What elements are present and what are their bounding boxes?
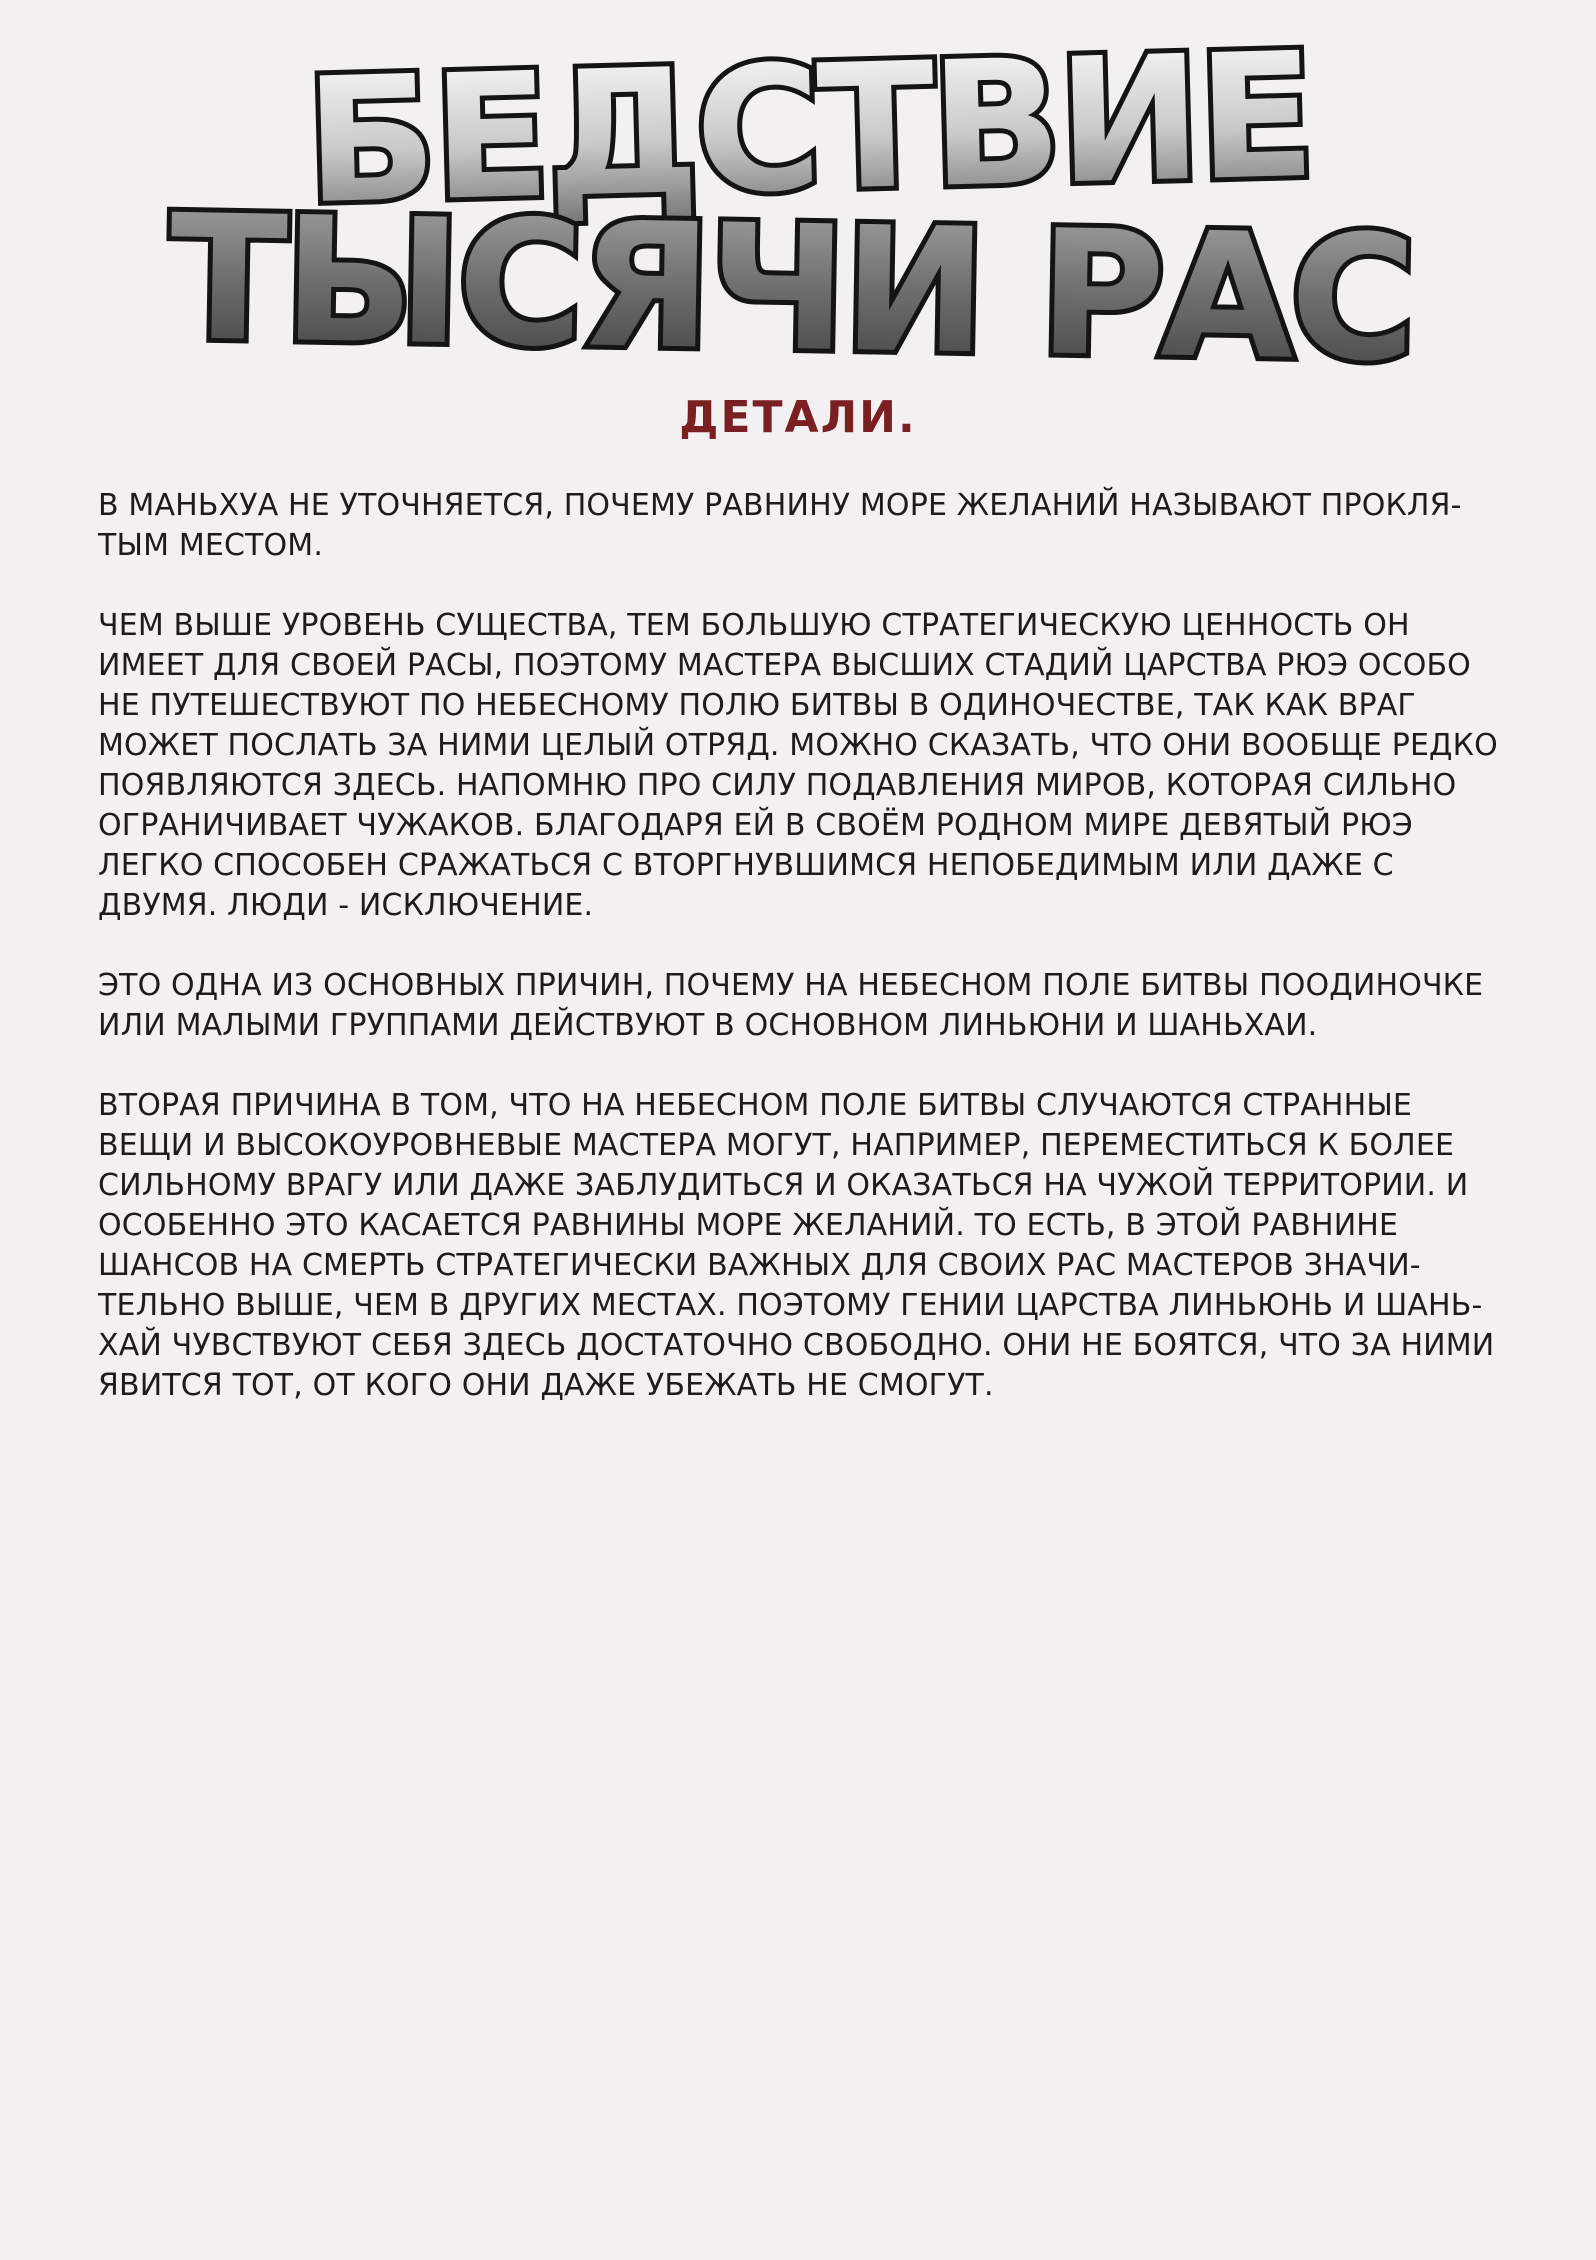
text-line: ХАЙ ЧУВСТВУЮТ СЕБЯ ЗДЕСЬ ДОСТАТОЧНО СВОБОДНО. ОНИ НЕ БОЯТСЯ, ЧТО ЗА НИМИ (98, 1328, 1495, 1363)
text-line: ВТОРАЯ ПРИЧИНА В ТОМ, ЧТО НА НЕБЕСНОМ ПОЛЕ БИТВЫ СЛУЧАЮТСЯ СТРАННЫЕ (98, 1088, 1413, 1123)
text-line: ДВУМЯ. ЛЮДИ - ИСКЛЮЧЕНИЕ. (98, 888, 594, 923)
text-line: ОГРАНИЧИВАЕТ ЧУЖАКОВ. БЛАГОДАРЯ ЕЙ В СВОЁМ РОДНОМ МИРЕ ДЕВЯТЫЙ РЮЭ (98, 808, 1413, 843)
text-line: ИМЕЕТ ДЛЯ СВОЕЙ РАСЫ, ПОЭТОМУ МАСТЕРА ВЫСШИХ СТАДИЙ ЦАРСТВА РЮЭ ОСОБО (98, 648, 1471, 683)
title-line-2: ТЫСЯЧИ РАС (168, 177, 1414, 400)
text-line: ТЫМ МЕСТОМ. (98, 528, 324, 563)
text-line: ЭТО ОДНА ИЗ ОСНОВНЫХ ПРИЧИН, ПОЧЕМУ НА НЕБЕСНОМ ПОЛЕ БИТВЫ ПООДИНОЧКЕ (98, 968, 1484, 1003)
text-line: ЧЕМ ВЫШЕ УРОВЕНЬ СУЩЕСТВА, ТЕМ БОЛЬШУЮ СТРАТЕГИЧЕСКУЮ ЦЕННОСТЬ ОН (98, 608, 1410, 643)
text-line: ОСОБЕННО ЭТО КАСАЕТСЯ РАВНИНЫ МОРЕ ЖЕЛАНИЙ. ТО ЕСТЬ, В ЭТОЙ РАВНИНЕ (98, 1208, 1399, 1243)
paragraph-1 (98, 486, 1508, 566)
title-logo (168, 14, 1414, 400)
text-line: ИЛИ МАЛЫМИ ГРУППАМИ ДЕЙСТВУЮТ В ОСНОВНОМ ЛИНЬЮНИ И ШАНЬХАИ. (98, 1008, 1318, 1043)
text-line: СИЛЬНОМУ ВРАГУ ИЛИ ДАЖЕ ЗАБЛУДИТЬСЯ И ОКАЗАТЬСЯ НА ЧУЖОЙ ТЕРРИТОРИИ. И (98, 1168, 1469, 1203)
text-line: ТЕЛЬНО ВЫШЕ, ЧЕМ В ДРУГИХ МЕСТАХ. ПОЭТОМУ ГЕНИИ ЦАРСТВА ЛИНЬЮНЬ И ШАНЬ- (98, 1288, 1483, 1323)
title-logo-art (168, 14, 1414, 400)
text-line: ЛЕГКО СПОСОБЕН СРАЖАТЬСЯ С ВТОРГНУВШИМСЯ НЕПОБЕДИМЫМ ИЛИ ДАЖЕ С (98, 848, 1394, 883)
details-text (98, 486, 1508, 1446)
text-line: ШАНСОВ НА СМЕРТЬ СТРАТЕГИЧЕСКИ ВАЖНЫХ ДЛЯ СВОИХ РАС МАСТЕРОВ ЗНАЧИ- (98, 1248, 1421, 1283)
text-line: МОЖЕТ ПОСЛАТЬ ЗА НИМИ ЦЕЛЫЙ ОТРЯД. МОЖНО СКАЗАТЬ, ЧТО ОНИ ВООБЩЕ РЕДКО (98, 728, 1498, 763)
paragraph-3 (98, 966, 1508, 1046)
paragraph-2 (98, 606, 1508, 926)
paragraph-4 (98, 1086, 1508, 1406)
text-line: НЕ ПУТЕШЕСТВУЮТ ПО НЕБЕСНОМУ ПОЛЮ БИТВЫ В ОДИНОЧЕСТВЕ, ТАК КАК ВРАГ (98, 688, 1416, 723)
text-line: ВЕЩИ И ВЫСОКОУРОВНЕВЫЕ МАСТЕРА МОГУТ, НАПРИМЕР, ПЕРЕМЕСТИТЬСЯ К БОЛЕЕ (98, 1128, 1455, 1163)
text-line: ЯВИТСЯ ТОТ, ОТ КОГО ОНИ ДАЖЕ УБЕЖАТЬ НЕ СМОГУТ. (98, 1368, 994, 1403)
title-line-1: БЕДСТВИЕ (303, 14, 1314, 243)
text-line: В МАНЬХУА НЕ УТОЧНЯЕТСЯ, ПОЧЕМУ РАВНИНУ МОРЕ ЖЕЛАНИЙ НАЗЫВАЮТ ПРОКЛЯ- (98, 488, 1462, 523)
section-title: ДЕТАЛИ. (679, 392, 917, 443)
text-line: ПОЯВЛЯЮТСЯ ЗДЕСЬ. НАПОМНЮ ПРО СИЛУ ПОДАВЛЕНИЯ МИРОВ, КОТОРАЯ СИЛЬНО (98, 768, 1457, 803)
